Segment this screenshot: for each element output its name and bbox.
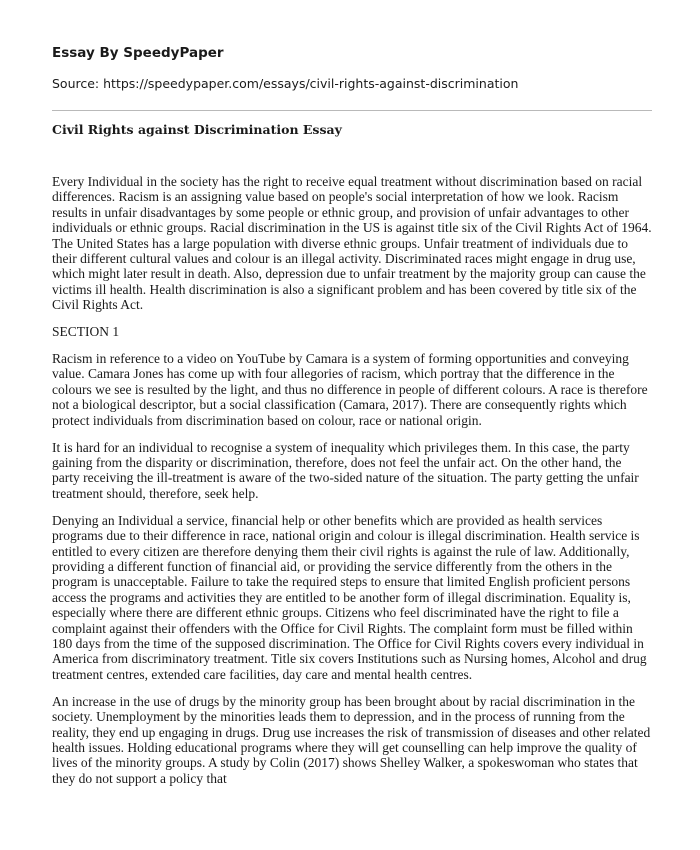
body-paragraph-1: Racism in reference to a video on YouTube by Camara is a system of forming opportunities and conveying value. Camara Jones has come up with four allegories of racism, which portray that the difference in the colours we see is resulted by the light, and thus no difference in people of different colours. A race is therefore not a biological descriptor, but a social classification (Camara, 2017). There are consequently rights which protect individuals from discrimination based on colour, race or national origin. [52,351,648,428]
intro-paragraph: Every Individual in the society has the right to receive equal treatment without discrimination based on racial differences. Racism is an assigning value based on people's social interpretation of how we look. Racism results in unfair disadvantages by some people or ethnic group, and provision of unfair advantages to other individuals or ethnic groups. Racial discrimination in the US is against title six of the Civil Rights Act of 1964. The United States has a large population with diverse ethnic groups. Unfair treatment of individuals due to their different cultural values and colour is an illegal activity. Discriminated races might engage in drug use, which might later result in death. Also, depression due to unfair treatment by the majority group can cause the victims ill health. Health discrimination is also a significant problem and has been covered by title six of the Civil Rights Act. [52,174,652,313]
section-heading: SECTION 1 [52,324,120,340]
essay-body [52,174,652,786]
body-paragraph-2: It is hard for an individual to recognise a system of inequality which privileges them. In this case, the party gaining from the disparity or discrimination, therefore, does not feel the unfair act. On the other hand, the party receiving the ill-treatment is aware of the two-sided nature of the situation. The party getting the unfair treatment should, therefore, seek help. [52,439,639,501]
divider [52,110,652,111]
essay-title: Civil Rights against Discrimination Essay [52,122,342,137]
body-paragraph-3: Denying an Individual a service, financial help or other benefits which are provided as health services programs due to their difference in race, national origin and colour is illegal discrimination. Health service is entitled to every citizen are therefore denying them their civil rights is against the rule of law. Additionally, providing a different function of financial aid, or providing the service differently from the others in the program is unacceptable. Failure to take the required steps to ensure that limited English proficient persons access the programs and activities they are entitled to be another form of illegal discrimination. Equality is, especially where there are different ethnic groups. Citizens who feel discriminated have the right to file a complaint against their offenders with the Office for Civil Rights. The complaint form must be filled within 180 days from the time of the supposed discrimination. The Office for Civil Rights covers every individual in America from discriminatory treatment. Title six covers Institutions such as Nursing homes, Alcohol and drug treatment centres, extended care facilities, day care and mental health centres. [52,512,647,682]
document-page [52,44,652,798]
brand-heading: Essay By SpeedyPaper [52,45,224,61]
body-paragraph-4: An increase in the use of drugs by the minority group has been brought about by racial discrimination in the society. Unemployment by the minorities leads them to depression, and in the process of running from the reality, they end up engaging in drugs. Drug use increases the risk of transmission of diseases and other related health issues. Holding educational programs where they will get counselling can help improve the quality of lives of the minority groups. A study by Colin (2017) shows Shelley Walker, a spokeswoman who states that they do not support a policy that [52,693,651,786]
source-line: Source: https://speedypaper.com/essays/civil-rights-against-discrimination [52,76,519,91]
